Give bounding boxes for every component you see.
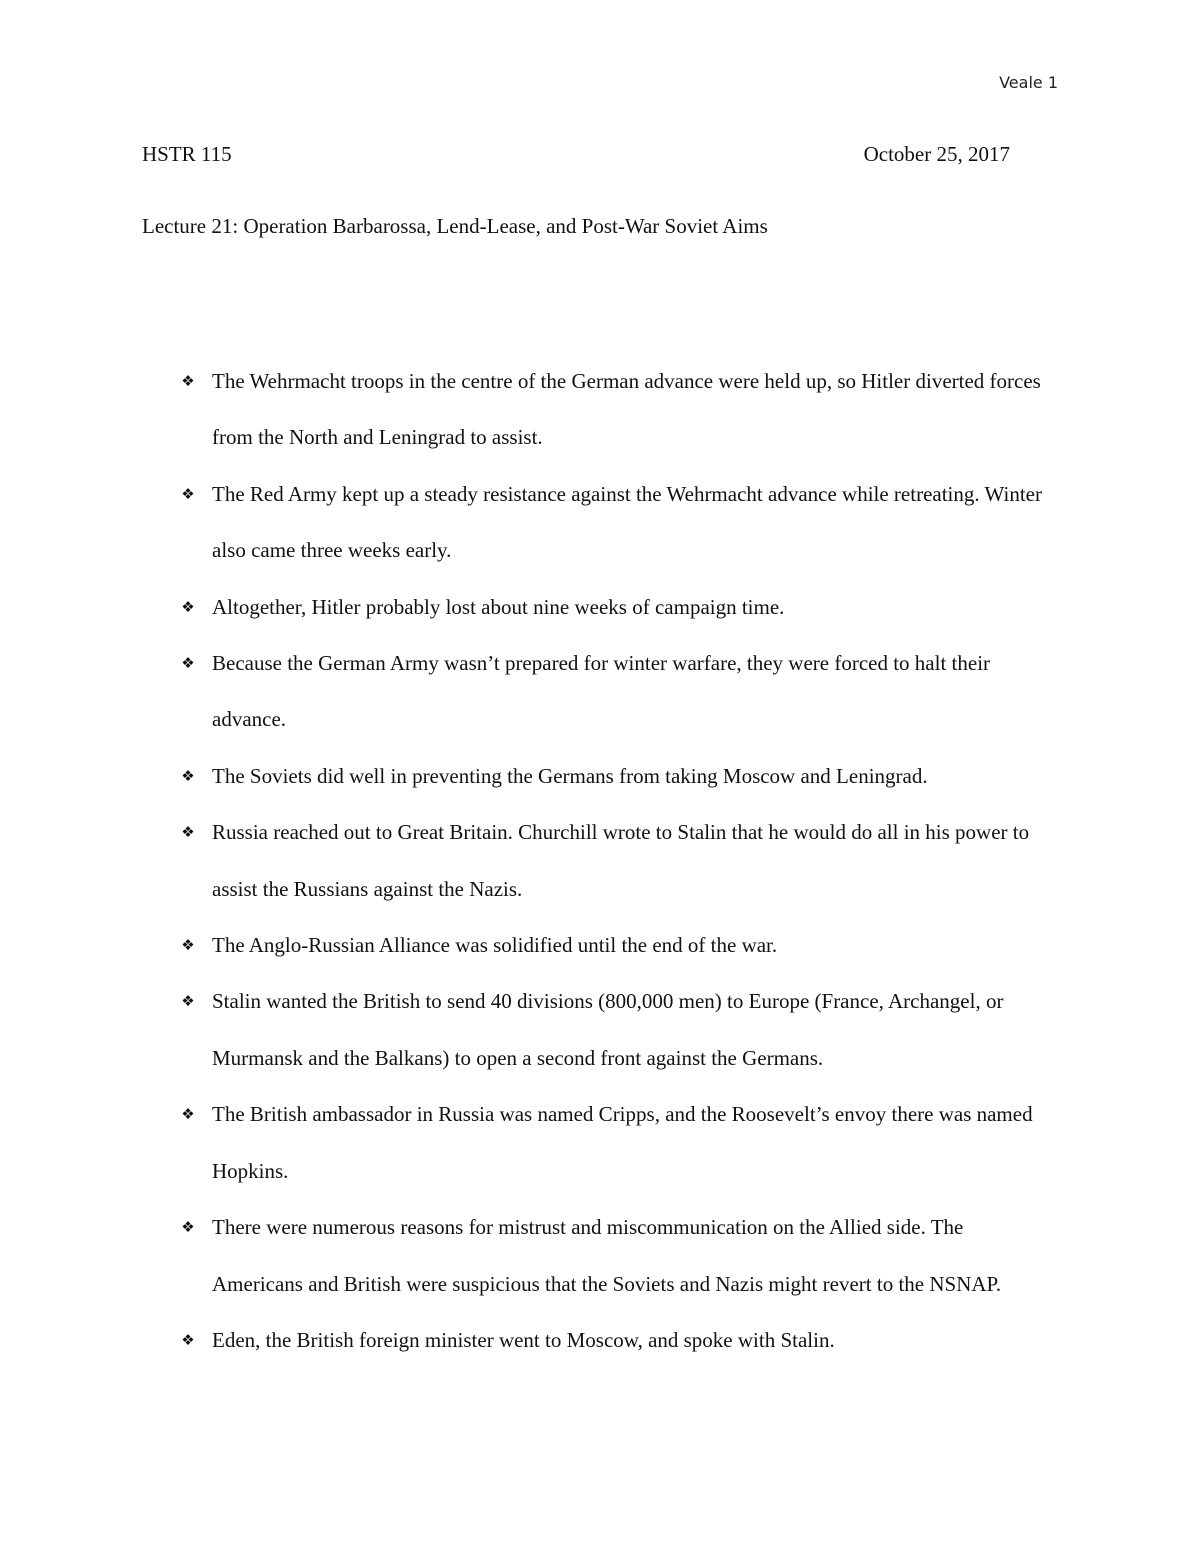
note-text: The Anglo-Russian Alliance was solidified until the end of the war. — [212, 933, 778, 958]
note-text: Because the German Army wasn’t prepared for winter warfare, they were forced to halt their advance. — [212, 651, 991, 732]
diamond-bullet-icon: ❖ — [181, 484, 195, 503]
course-code: HSTR 115 — [142, 142, 232, 166]
diamond-bullet-icon: ❖ — [181, 372, 195, 390]
diamond-bullet-icon: ❖ — [181, 1218, 195, 1237]
note-text: There were numerous reasons for mistrust and miscommunication on the Allied side. The Americans and British were suspicious that the Soviets and Nazis might revert to the NSNAP. — [212, 1215, 1002, 1296]
note-item — [178, 1312, 1058, 1368]
diamond-bullet-icon: ❖ — [181, 823, 195, 842]
note-text: The British ambassador in Russia was named Cripps, and the Roosevelt’s envoy there was named Hopkins. — [212, 1102, 1033, 1183]
note-item — [178, 635, 1058, 748]
diamond-bullet-icon: ❖ — [181, 1105, 195, 1124]
note-item — [178, 1086, 1058, 1199]
lecture-title: Lecture 21: Operation Barbarossa, Lend-Lease, and Post-War Soviet Aims — [142, 214, 768, 238]
diamond-bullet-icon: ❖ — [181, 597, 195, 616]
diamond-bullet-icon: ❖ — [181, 936, 195, 955]
lecture-date: October 25, 2017 — [863, 142, 1010, 166]
note-text: The Red Army kept up a steady resistance against the Wehrmacht advance while retreating. Winter also came three weeks early. — [212, 481, 1042, 563]
note-item — [178, 804, 1058, 917]
note-text: Russia reached out to Great Britain. Churchill wrote to Stalin that he would do all in his power to assist the Russians against the Nazis. — [212, 820, 1030, 901]
note-item — [178, 1199, 1058, 1312]
note-text: Eden, the British foreign minister went to Moscow, and spoke with Stalin. — [212, 1327, 835, 1352]
note-text: The Soviets did well in preventing the Germans from taking Moscow and Leningrad. — [212, 763, 928, 788]
note-item — [178, 917, 1058, 973]
running-header: Veale 1 — [999, 73, 1058, 92]
diamond-bullet-icon: ❖ — [181, 1330, 195, 1349]
note-item — [178, 466, 1058, 579]
diamond-bullet-icon: ❖ — [181, 654, 195, 673]
note-text: Stalin wanted the British to send 40 divisions (800,000 men) to Europe (France, Archangel, or Murmansk and the Balkans) to open a second front against the Germans. — [212, 989, 1004, 1070]
note-text: The Wehrmacht troops in the centre of the German advance were held up, so Hitler diverted forces from the North and Leningrad to assist. — [212, 369, 1041, 450]
note-item — [178, 353, 1058, 466]
note-item — [178, 579, 1058, 635]
diamond-bullet-icon: ❖ — [181, 992, 195, 1011]
note-item — [178, 973, 1058, 1086]
note-item — [178, 748, 1058, 804]
diamond-bullet-icon: ❖ — [181, 766, 195, 785]
note-text: Altogether, Hitler probably lost about nine weeks of campaign time. — [212, 594, 785, 619]
notes-list — [178, 353, 1058, 1368]
course-line — [142, 142, 1010, 167]
